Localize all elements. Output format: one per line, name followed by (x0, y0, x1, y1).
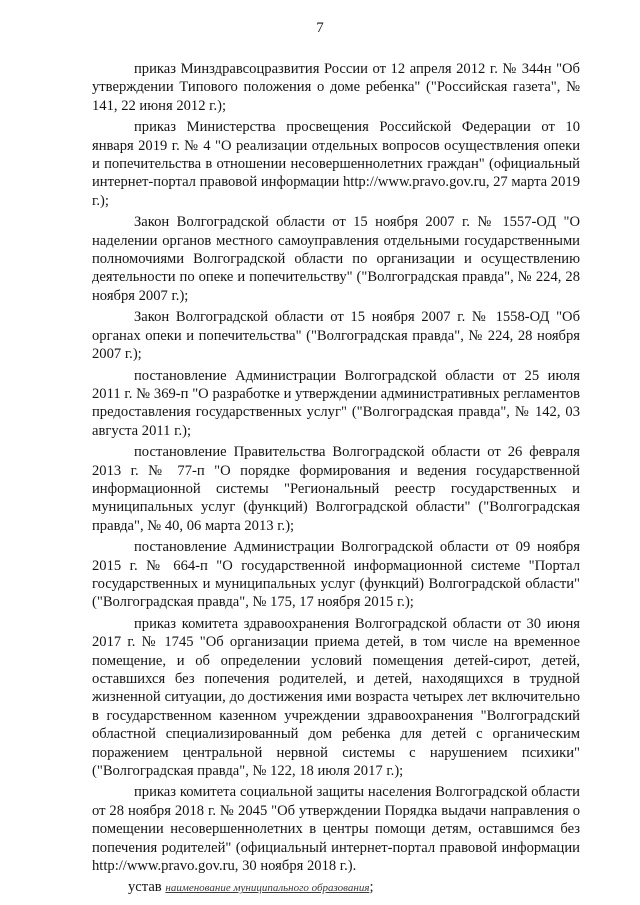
legal-reference-paragraph: постановление Администрации Волгоградской области от 25 июля 2011 г. № 369-п "О разработке и утверждении административных регламентов предоставления государственных услуг" ("Волгоградская правда", № 142, 03 августа 2011 г.); (92, 367, 580, 439)
legal-reference-paragraph: приказ комитета здравоохранения Волгоградской области от 30 июня 2017 г. № 1745 "Об организации приема детей, в том числе на временное помещение, и об определении условий помещения детей-сирот, детей, оставшихся без попечения родителей, и детей, находящихся в трудной жизненной ситуации, до достижения ими возраста четырех лет включительно в государственном казенном учреждении здравоохранения "Волгоградский областной специализированный дом ребенка для детей с органическим поражением центральной нервной системы с нарушением психики" ("Волгоградская правда", № 122, 18 июля 2017 г.); (92, 615, 580, 780)
legal-reference-paragraph: Закон Волгоградской области от 15 ноября 2007 г. № 1558-ОД "Об органах опеки и попечительства" ("Волгоградская правда", № 224, 28 ноября 2007 г.); (92, 309, 580, 363)
legal-reference-paragraph: постановление Правительства Волгоградской области от 26 февраля 2013 г. № 77-п "О порядке формирования и ведения государственной информационной системы "Региональный реестр государственных и муниципальных услуг (функций) Волгоградской области" ("Волгоградская правда", № 40, 06 марта 2013 г.); (92, 444, 580, 534)
municipality-name-placeholder: наименование муниципального образования (165, 882, 370, 895)
legal-reference-paragraph: постановление Администрации Волгоградской области от 09 ноября 2015 г. № 664-п "О государственной информационной системе "Портал государственных и муниципальных услуг (функций) Волгоградской области" ("Волгоградская правда", № 175, 17 ноября 2015 г.); (92, 539, 580, 611)
charter-suffix: ; (369, 879, 374, 896)
legal-reference-paragraph: приказ Минздравсоцразвития России от 12 апреля 2012 г. № 344н "Об утверждении Типового положения о доме ребенка" ("Российская газета", № 141, 22 июня 2012 г.); (92, 61, 580, 114)
legal-reference-paragraph: приказ Министерства просвещения Российской Федерации от 10 января 2019 г. № 4 "О реализации отдельных вопросов осуществления опеки и попечительства в отношении несовершеннолетних граждан" (официальный интернет-портал правовой информации http://www.pravo.gov.ru, 27 марта 2019 г.); (92, 119, 580, 209)
legal-reference-paragraph: Закон Волгоградской области от 15 ноября 2007 г. № 1557-ОД "О наделении органов местного самоуправления отдельными государственными полномочиями Волгоградской области по организации и осуществлению деятельности по опеке и попечительству" ("Волгоградская правда", № 224, 28 ноября 2007 г.); (92, 214, 580, 304)
legal-reference-paragraph: приказ комитета социальной защиты населения Волгоградской области от 28 ноября 2018 г. № 2045 "Об утверждении Порядка выдачи направления о помещении несовершеннолетних в центры помощи детям, оставшимся без попечения родителей" (официальный интернет-портал правовой информации http://www.pravo.gov.ru, 30 ноября 2018 г.). (92, 784, 580, 875)
page-number: 7 (316, 20, 324, 36)
document-body (92, 60, 580, 898)
charter-line (92, 878, 580, 897)
charter-prefix: устав (128, 879, 162, 896)
